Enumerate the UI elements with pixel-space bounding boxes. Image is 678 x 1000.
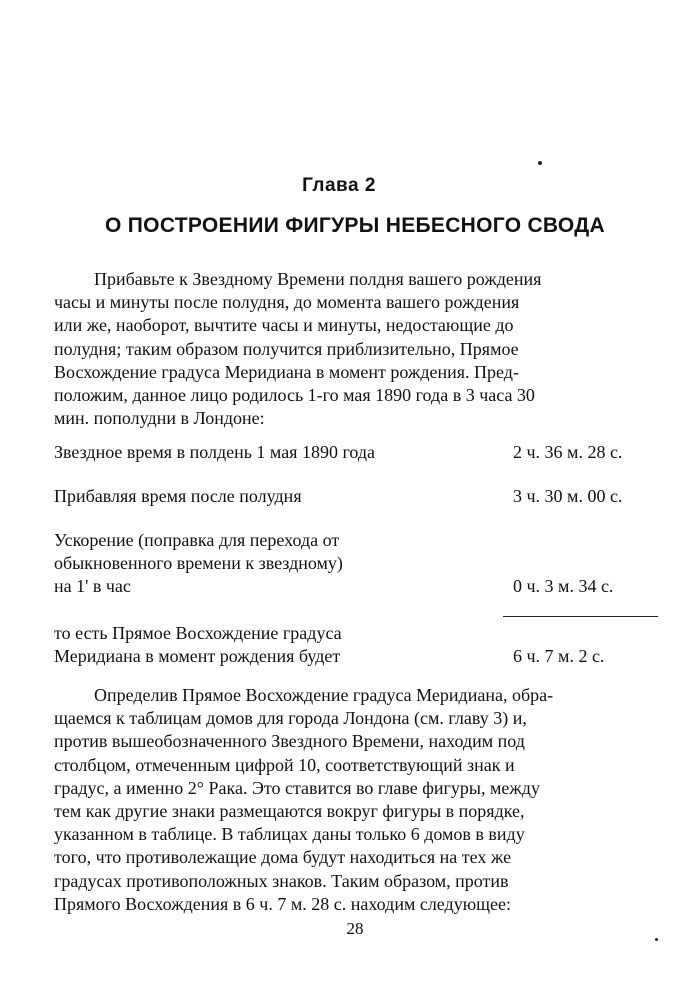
calc-label-line: то есть Прямое Восхождение градуса bbox=[54, 623, 342, 643]
paragraph-line: Восхождение градуса Меридиана в момент рождения. Пред- bbox=[54, 361, 519, 382]
paragraph-line: щаемся к таблицам домов для города Лондона (см. главу 3) и, bbox=[54, 708, 527, 729]
calc-value: 0 ч. 3 м. 34 с. bbox=[513, 576, 614, 596]
print-speck bbox=[655, 938, 658, 941]
paragraph-line: Прямого Восхождения в 6 ч. 7 м. 28 с. находим следующее: bbox=[54, 893, 512, 914]
paragraph-line: столбцом, отмеченным цифрой 10, соответствующий знак и bbox=[54, 754, 515, 775]
calc-label-line: обыкновенного времени к звездному) bbox=[54, 553, 343, 573]
calc-total-value: 6 ч. 7 м. 2 с. bbox=[513, 646, 605, 666]
calc-value: 3 ч. 30 м. 00 с. bbox=[513, 486, 623, 506]
chapter-title: О ПОСТРОЕНИИ ФИГУРЫ НЕБЕСНОГО СВОДА bbox=[105, 214, 605, 237]
page-number: 28 bbox=[346, 919, 364, 938]
print-speck bbox=[538, 161, 542, 165]
calc-label-line: на 1' в час bbox=[54, 576, 131, 596]
calc-label-line: Звездное время в полдень 1 мая 1890 года bbox=[54, 442, 376, 462]
calc-label-line: Ускорение (поправка для перехода от bbox=[54, 530, 340, 550]
calc-label bbox=[54, 622, 342, 668]
paragraph-line: положим, данное лицо родилось 1-го мая 1890 года в 3 часа 30 bbox=[54, 385, 535, 406]
paragraph-line: мин. пополудни в Лондоне: bbox=[54, 408, 265, 429]
paragraph-line: градус, а именно 2° Рака. Это ставится во главе фигуры, между bbox=[54, 777, 540, 798]
calc-label-line: Меридиана в момент рождения будет bbox=[54, 646, 341, 666]
calc-label bbox=[54, 441, 375, 464]
main-paragraph bbox=[54, 684, 654, 916]
paragraph-line: Прибавьте к Звездному Времени полдня вашего рождения bbox=[94, 269, 542, 289]
paragraph-line: Определив Прямое Восхождение градуса Меридиана, обра- bbox=[94, 685, 554, 705]
intro-paragraph bbox=[54, 268, 654, 430]
sum-rule bbox=[503, 616, 658, 617]
calc-label bbox=[54, 529, 343, 598]
paragraph-line: того, что противолежащие дома будут находиться на тех же bbox=[54, 847, 512, 868]
chapter-heading: Глава 2 bbox=[302, 175, 376, 196]
calc-label bbox=[54, 485, 302, 508]
paragraph-line: полудня; таким образом получится приблизительно, Прямое bbox=[54, 338, 519, 359]
paragraph-line: тем как другие знаки размещаются вокруг фигуры в порядке, bbox=[54, 801, 525, 822]
paragraph-line: градусах противоположных знаков. Таким образом, против bbox=[54, 870, 509, 891]
paragraph-line: часы и минуты после полудня, до момента вашего рождения bbox=[54, 292, 520, 313]
paragraph-line: или же, наоборот, вычтите часы и минуты, недостающие до bbox=[54, 315, 514, 336]
calc-label-line: Прибавляя время после полудня bbox=[54, 486, 302, 506]
paragraph-line: против вышеобозначенного Звездного Времени, находим под bbox=[54, 731, 525, 752]
calc-value: 2 ч. 36 м. 28 с. bbox=[513, 442, 623, 462]
paragraph-line: указанном в таблице. В таблицах даны только 6 домов в виду bbox=[54, 824, 525, 845]
